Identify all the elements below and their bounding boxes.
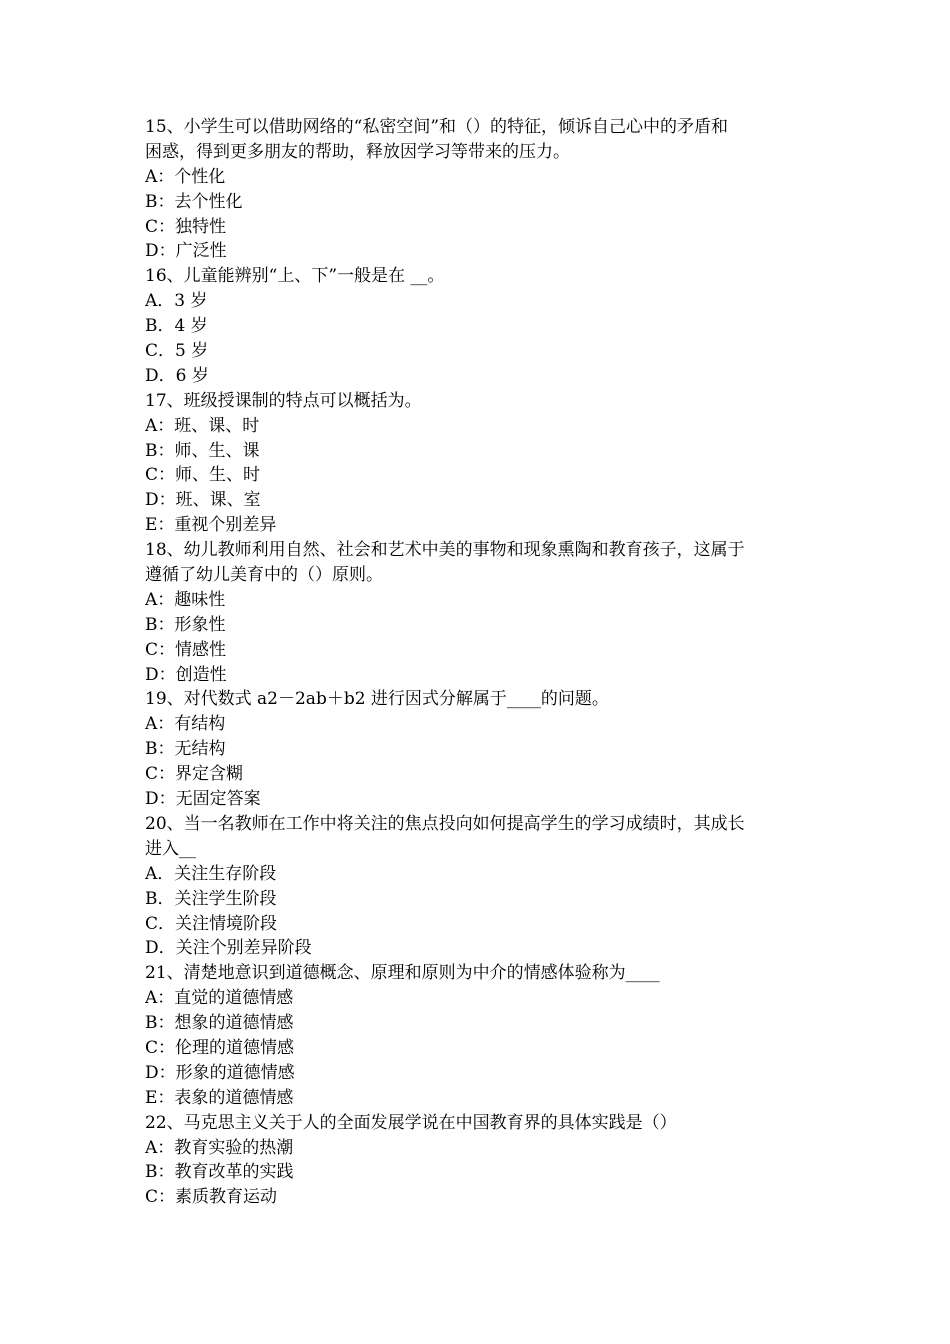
text-line: C：界定含糊 — [145, 764, 244, 785]
text-line: 遵循了幼儿美育中的（）原则。 — [145, 565, 383, 586]
text-line: B：去个性化 — [145, 191, 243, 212]
text-line: D：广泛性 — [145, 241, 227, 262]
text-line: D：班、课、室 — [145, 490, 261, 511]
text-line: B：想象的道德情感 — [145, 1013, 294, 1034]
text-line: 22、马克思主义关于人的全面发展学说在中国教育界的具体实践是（） — [145, 1112, 677, 1133]
text-line: A．关注生存阶段 — [145, 863, 277, 884]
text-line: 15、小学生可以借助网络的“私密空间”和（）的特征，倾诉自己心中的矛盾和 — [145, 117, 729, 137]
text-line: A：班、课、时 — [145, 415, 260, 436]
text-line: B：无结构 — [145, 739, 226, 760]
text-line: B：形象性 — [145, 614, 226, 635]
text-line: E：表象的道德情感 — [145, 1087, 294, 1108]
text-line: A．3 岁 — [145, 291, 208, 312]
text-line: D：形象的道德情感 — [145, 1062, 295, 1083]
text-line: C：师、生、时 — [145, 465, 261, 486]
text-line: B：师、生、课 — [145, 440, 260, 461]
text-line: C．关注情境阶段 — [145, 913, 278, 934]
text-line: 18、幼儿教师利用自然、社会和艺术中美的事物和现象熏陶和教育孩子，这属于 — [145, 540, 745, 561]
text-line: C：伦理的道德情感 — [145, 1037, 295, 1058]
text-line: 16、儿童能辨别“上、下”一般是在 __。 — [145, 266, 445, 287]
text-line: A：个性化 — [145, 166, 226, 187]
text-line: A：教育实验的热潮 — [145, 1137, 294, 1158]
text-line: A：趣味性 — [145, 589, 226, 610]
text-line: D：无固定答案 — [145, 789, 261, 810]
text-line: D．关注个别差异阶段 — [145, 938, 312, 959]
question-list — [145, 115, 815, 1210]
text-line: 17、班级授课制的特点可以概括为。 — [145, 390, 422, 411]
text-line: A：直觉的道德情感 — [145, 988, 294, 1009]
text-line: 19、对代数式 a2－2ab＋b2 进行因式分解属于____的问题。 — [145, 689, 609, 710]
text-line: D．6 岁 — [145, 365, 209, 386]
text-line: 困惑，得到更多朋友的帮助，释放因学习等带来的压力。 — [145, 141, 570, 162]
text-line: C：素质教育运动 — [145, 1187, 278, 1208]
text-line: D：创造性 — [145, 664, 227, 685]
text-line: B：教育改革的实践 — [145, 1162, 294, 1183]
text-line: E：重视个别差异 — [145, 515, 277, 536]
text-line: 进入__ — [145, 838, 196, 859]
text-line: C：独特性 — [145, 216, 227, 237]
text-line: 21、清楚地意识到道德概念、原理和原则为中介的情感体验称为____ — [145, 963, 660, 984]
text-line: A：有结构 — [145, 714, 226, 735]
text-line: C．5 岁 — [145, 341, 209, 362]
text-line: 20、当一名教师在工作中将关注的焦点投向如何提高学生的学习成绩时，其成长 — [145, 813, 745, 834]
text-line: B．关注学生阶段 — [145, 888, 277, 909]
text-line: B．4 岁 — [145, 316, 208, 337]
text-line: C：情感性 — [145, 639, 227, 660]
